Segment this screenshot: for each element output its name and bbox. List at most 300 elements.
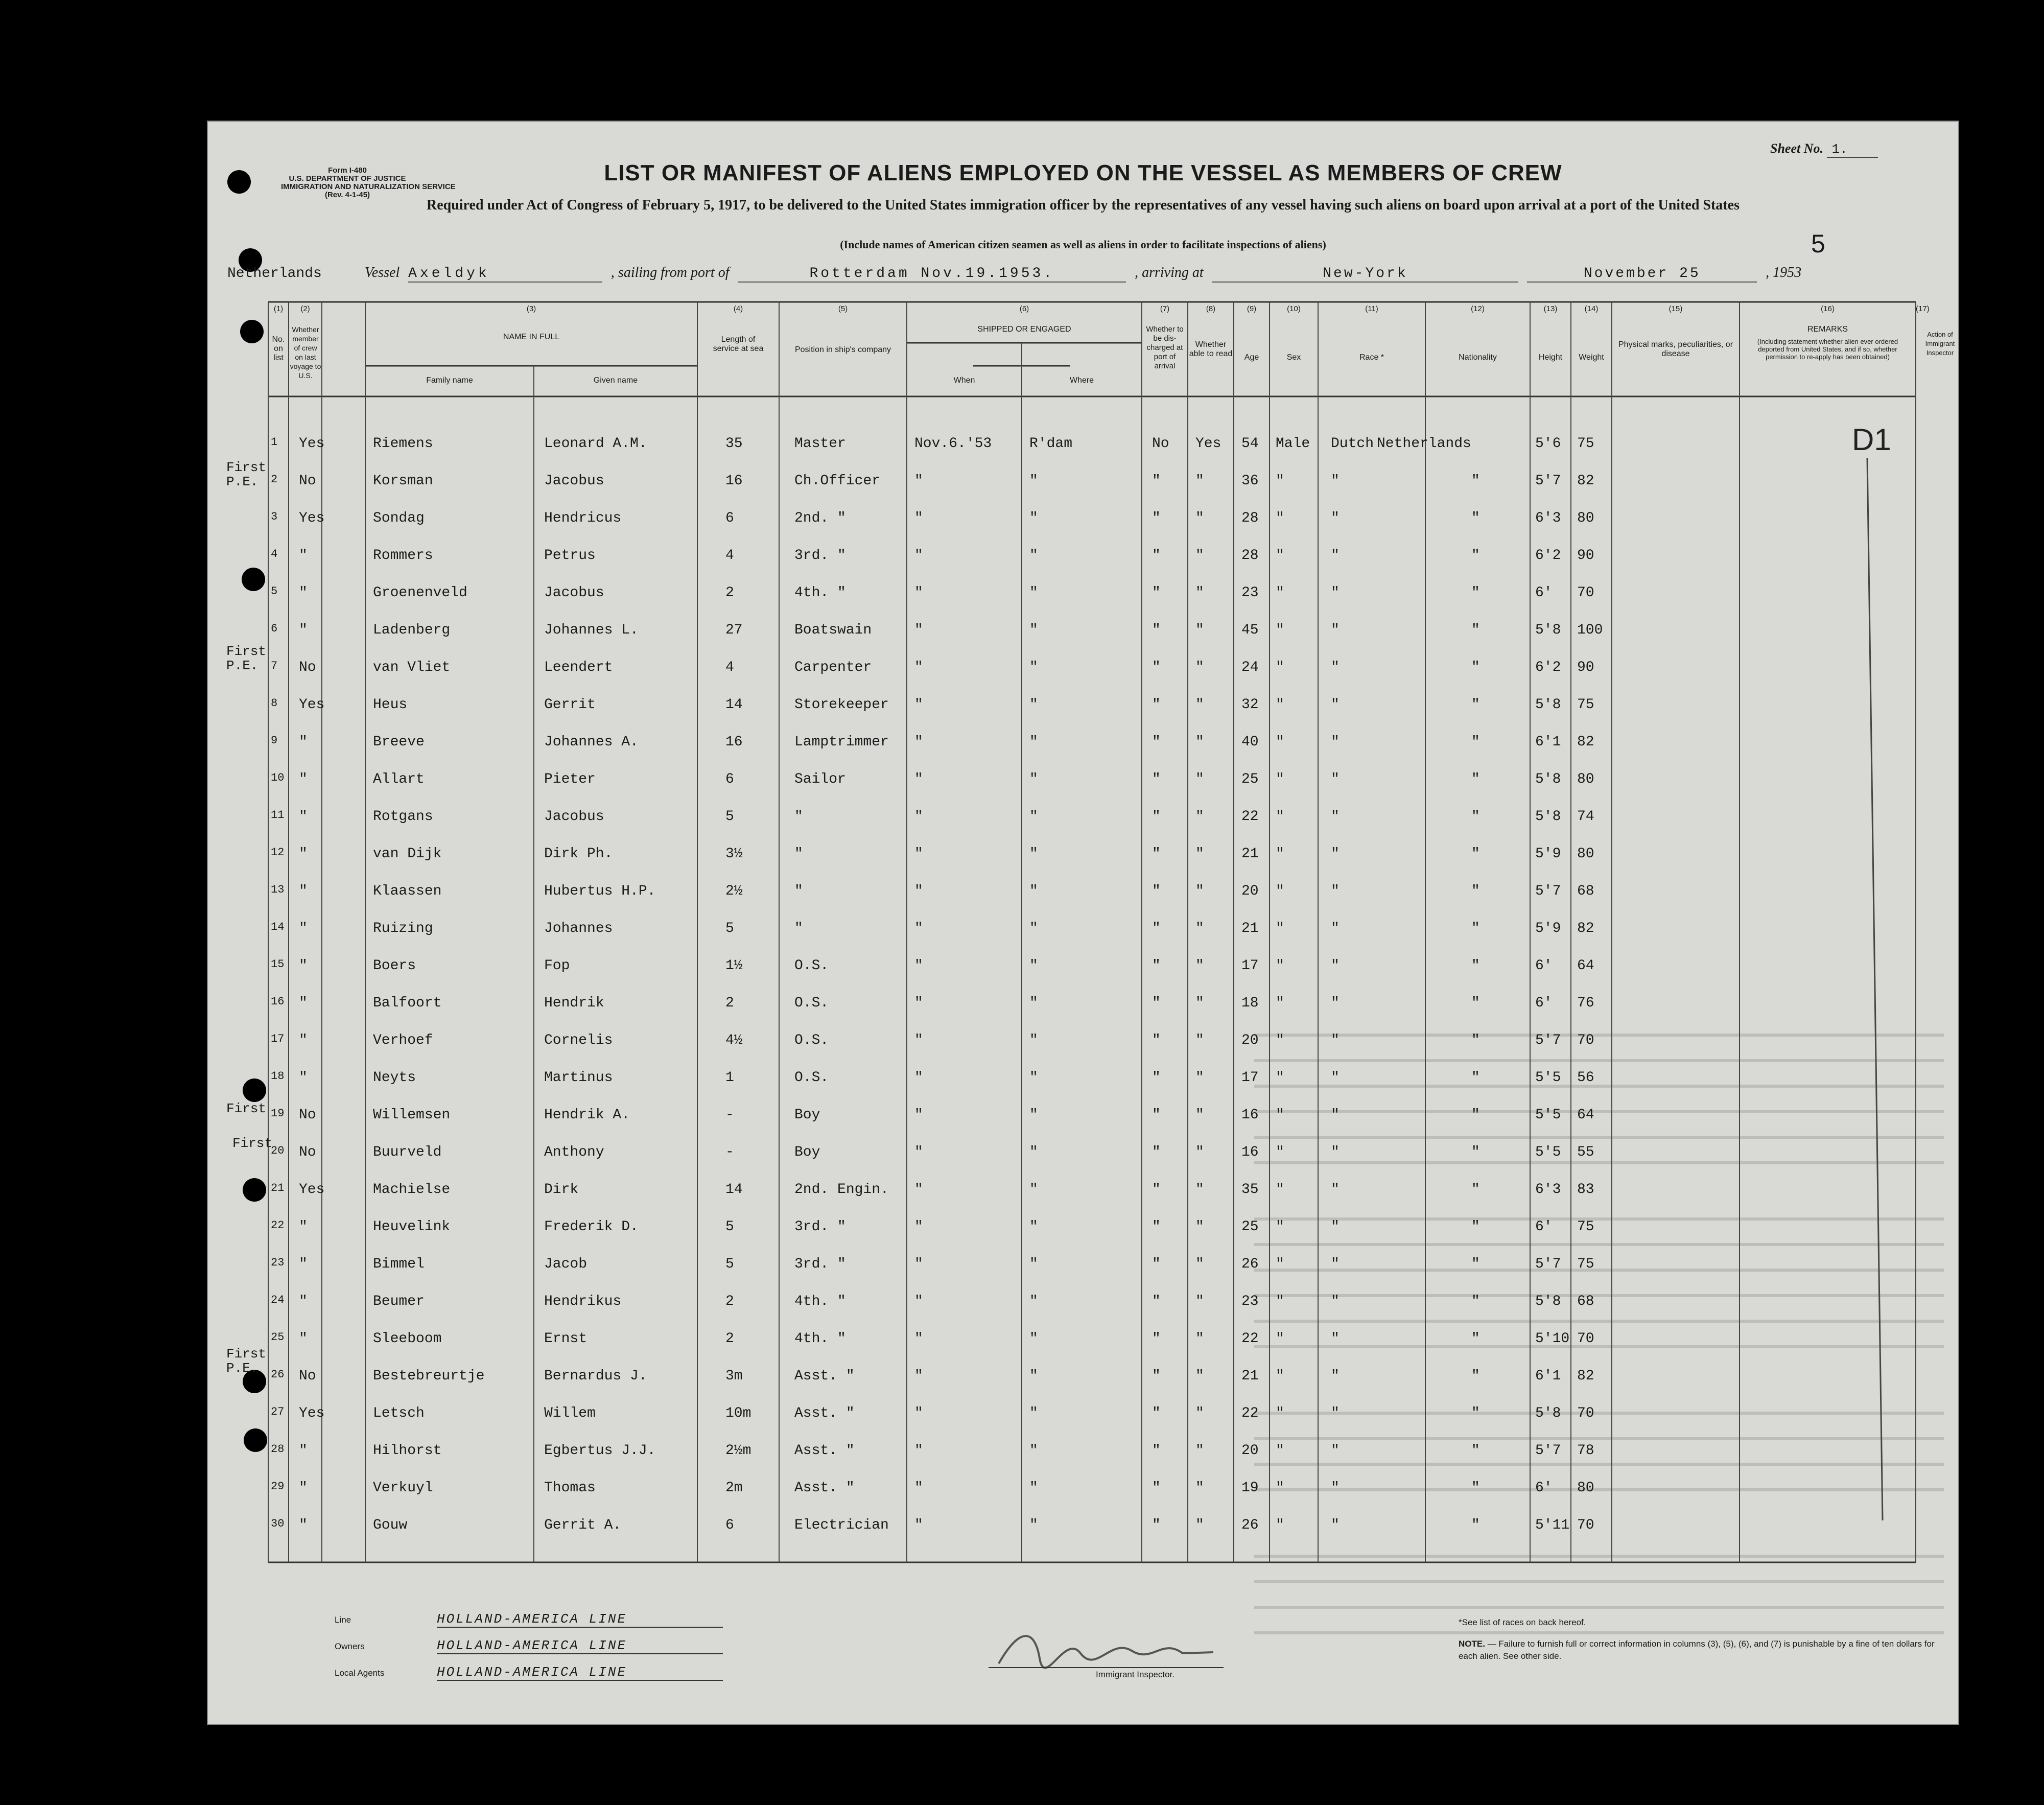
position-cell: Storekeeper (794, 697, 889, 713)
nationality-cell: " (1471, 809, 1480, 825)
discharged-cell: " (1152, 734, 1161, 750)
nationality-cell: " (1471, 1368, 1480, 1384)
read-cell: " (1195, 1368, 1204, 1384)
table-row (207, 835, 1959, 872)
age-cell: 32 (1241, 697, 1259, 713)
col-num-5: (5) (838, 304, 848, 313)
where-cell: " (1029, 995, 1038, 1011)
age-cell: 21 (1241, 846, 1259, 862)
table-row (207, 462, 1959, 499)
table-row (207, 872, 1959, 909)
height-cell: 5'8 (1535, 1294, 1561, 1309)
no-cell: 6 (271, 622, 278, 635)
table-row (207, 611, 1959, 648)
table-row (207, 1506, 1959, 1543)
weight-cell: 76 (1577, 995, 1594, 1011)
sex-cell: " (1276, 1107, 1284, 1123)
weight-cell: 55 (1577, 1144, 1594, 1160)
col-num-16: (16) (1821, 304, 1835, 313)
no-cell: 7 (271, 660, 278, 672)
where-cell: " (1029, 846, 1038, 862)
race-cell: " (1331, 622, 1340, 638)
sex-cell: Male (1276, 436, 1310, 452)
race-cell: " (1331, 958, 1340, 974)
read-cell: " (1195, 548, 1204, 564)
position-cell: Boatswain (794, 622, 872, 638)
service-cell: 2½ (725, 883, 743, 899)
race-cell: " (1331, 1107, 1340, 1123)
family-name-cell: Rotgans (373, 809, 433, 825)
service-cell: 1½ (725, 958, 743, 974)
nationality-cell: " (1471, 510, 1480, 526)
col-num-11: (11) (1365, 304, 1378, 313)
where-cell: " (1029, 1033, 1038, 1048)
col-shipped: SHIPPED OR ENGAGED (977, 325, 1071, 334)
table-row (207, 1357, 1959, 1394)
no-cell: 20 (271, 1144, 285, 1157)
nationality-cell: Netherlands (1377, 436, 1471, 452)
given-name-cell: Dirk Ph. (544, 846, 613, 862)
port-from: Rotterdam Nov.19.1953. (738, 266, 1126, 283)
service-cell: 5 (725, 1219, 734, 1235)
height-cell: 5'7 (1535, 1033, 1561, 1048)
form-service: IMMIGRATION AND NATURALIZATION SERVICE (281, 182, 456, 191)
table-row (207, 686, 1959, 723)
height-cell: 6'1 (1535, 1368, 1561, 1384)
nationality-cell: " (1471, 958, 1480, 974)
col-prev-voyage: Whether member of crew on last voyage to U.S. (290, 325, 321, 380)
read-cell: " (1195, 1331, 1204, 1347)
sex-cell: " (1276, 1517, 1284, 1533)
inspector-vertical-stroke (1862, 458, 1903, 1561)
discharged-cell: " (1152, 1294, 1161, 1309)
position-cell: 3rd. " (794, 548, 846, 564)
height-cell: 6' (1535, 585, 1553, 601)
where-cell: " (1029, 1070, 1038, 1086)
discharged-cell: " (1152, 1256, 1161, 1272)
position-cell: Boy (794, 1144, 820, 1160)
race-cell: " (1331, 1070, 1340, 1086)
discharged-cell: " (1152, 622, 1161, 638)
vessel-country: Netherlands (227, 266, 322, 282)
position-cell: Carpenter (794, 660, 872, 675)
subtitle-note: (Include names of American citizen seamen as well as aliens in order to facilitate inspections of aliens) (840, 238, 1326, 251)
col-physical: Physical marks, peculiarities, or disease (1618, 340, 1733, 358)
sex-cell: " (1276, 1405, 1284, 1421)
position-cell: O.S. (794, 1033, 829, 1048)
race-cell: " (1331, 660, 1340, 675)
table-row (207, 536, 1959, 574)
given-name-cell: Hendrikus (544, 1294, 622, 1309)
service-cell: 6 (725, 771, 734, 787)
col-family-name: Family name (426, 376, 473, 385)
prev-voyage-cell: No (299, 660, 316, 675)
race-cell: " (1331, 846, 1340, 862)
service-cell: 35 (725, 436, 743, 452)
race-cell: " (1331, 809, 1340, 825)
given-name-cell: Cornelis (544, 1033, 613, 1048)
col-given-name: Given name (593, 376, 638, 385)
prev-voyage-cell: Yes (299, 436, 325, 452)
prev-voyage-cell: " (299, 958, 308, 974)
no-cell: 24 (271, 1294, 285, 1306)
weight-cell: 75 (1577, 436, 1594, 452)
height-cell: 5'5 (1535, 1144, 1561, 1160)
col-num-13: (13) (1543, 304, 1558, 313)
corner-number: 5 (1811, 229, 1825, 258)
discharged-cell: " (1152, 995, 1161, 1011)
no-cell: 3 (271, 510, 278, 523)
no-cell: 13 (271, 883, 285, 896)
nationality-cell: " (1471, 548, 1480, 564)
where-cell: " (1029, 1405, 1038, 1421)
weight-cell: 82 (1577, 473, 1594, 489)
footer-owners (335, 1638, 723, 1654)
note-text: — Failure to furnish full or correct information in columns (3), (5), (6), and (7) is punishable by a fine of ten dollars for each alien. See other side. (1459, 1639, 1935, 1661)
prev-voyage-cell: " (299, 1256, 308, 1272)
weight-cell: 75 (1577, 1256, 1594, 1272)
nationality-cell: " (1471, 1331, 1480, 1347)
read-cell: " (1195, 809, 1204, 825)
height-cell: 6' (1535, 1480, 1553, 1496)
owners-label: Owners (335, 1642, 365, 1651)
nationality-cell: " (1471, 697, 1480, 713)
service-cell: 16 (725, 473, 743, 489)
when-cell: " (914, 809, 923, 825)
service-cell: 1 (725, 1070, 734, 1086)
weight-cell: 75 (1577, 697, 1594, 713)
line-label: Line (335, 1615, 351, 1625)
service-cell: - (725, 1107, 734, 1123)
service-cell: 2 (725, 1331, 734, 1347)
weight-cell: 100 (1577, 622, 1603, 638)
nationality-cell: " (1471, 734, 1480, 750)
where-cell: " (1029, 1368, 1038, 1384)
height-cell: 5'8 (1535, 622, 1561, 638)
sex-cell: " (1276, 660, 1284, 675)
given-name-cell: Gerrit A. (544, 1517, 622, 1533)
col-num-6: (6) (1019, 304, 1029, 313)
family-name-cell: van Dijk (373, 846, 442, 862)
age-cell: 36 (1241, 473, 1259, 489)
col-position: Position in ship's company (794, 345, 891, 354)
margin-note: First P.E. (226, 1346, 267, 1376)
table-row (207, 1096, 1959, 1133)
race-cell: " (1331, 1517, 1340, 1533)
family-name-cell: Klaassen (373, 883, 442, 899)
when-cell: " (914, 697, 923, 713)
inspector-label: Immigrant Inspector. (1096, 1670, 1175, 1679)
service-cell: 14 (725, 697, 743, 713)
when-cell: " (914, 921, 923, 936)
sex-cell: " (1276, 697, 1284, 713)
sex-cell: " (1276, 734, 1284, 750)
race-cell: " (1331, 1033, 1340, 1048)
prev-voyage-cell: Yes (299, 697, 325, 713)
service-cell: 4½ (725, 1033, 743, 1048)
when-cell: " (914, 958, 923, 974)
age-cell: 28 (1241, 510, 1259, 526)
family-name-cell: Boers (373, 958, 416, 974)
position-cell: O.S. (794, 958, 829, 974)
family-name-cell: Gouw (373, 1517, 408, 1533)
family-name-cell: Korsman (373, 473, 433, 489)
col-num-7: (7) (1160, 304, 1170, 313)
sex-cell: " (1276, 1368, 1284, 1384)
race-cell: " (1331, 771, 1340, 787)
read-cell: " (1195, 473, 1204, 489)
manifest-sheet (207, 121, 1959, 1725)
weight-cell: 80 (1577, 846, 1594, 862)
form-number: Form I-480 (328, 166, 367, 175)
table-row (207, 723, 1959, 760)
height-cell: 5'6 (1535, 436, 1561, 452)
prev-voyage-cell: No (299, 1144, 316, 1160)
no-cell: 4 (271, 548, 278, 560)
discharged-cell: " (1152, 1517, 1161, 1533)
table-row (207, 499, 1959, 536)
given-name-cell: Hendrik A. (544, 1107, 630, 1123)
no-cell: 18 (271, 1070, 285, 1083)
col-read: Whether able to read (1189, 340, 1233, 358)
age-cell: 20 (1241, 1443, 1259, 1459)
sex-cell: " (1276, 846, 1284, 862)
nationality-cell: " (1471, 1107, 1480, 1123)
races-note: *See list of races on back hereof. (1459, 1618, 1586, 1627)
height-cell: 5'5 (1535, 1070, 1561, 1086)
where-cell: " (1029, 585, 1038, 601)
no-cell: 10 (271, 771, 285, 784)
given-name-cell: Johannes A. (544, 734, 639, 750)
sheet-value: 1. (1827, 142, 1878, 158)
where-cell: " (1029, 771, 1038, 787)
race-cell: " (1331, 1144, 1340, 1160)
page-title: LIST OR MANIFEST OF ALIENS EMPLOYED ON THE VESSEL AS MEMBERS OF CREW (604, 160, 1562, 185)
when-cell: " (914, 1331, 923, 1347)
read-cell: " (1195, 1517, 1204, 1533)
family-name-cell: Riemens (373, 436, 433, 452)
weight-cell: 90 (1577, 660, 1594, 675)
where-cell: " (1029, 734, 1038, 750)
no-cell: 16 (271, 995, 285, 1008)
when-cell: " (914, 1405, 923, 1421)
age-cell: 16 (1241, 1144, 1259, 1160)
no-cell: 23 (271, 1256, 285, 1269)
discharged-cell: " (1152, 697, 1161, 713)
family-name-cell: van Vliet (373, 660, 451, 675)
nationality-cell: " (1471, 921, 1480, 936)
when-cell: " (914, 995, 923, 1011)
nationality-cell: " (1471, 1480, 1480, 1496)
when-cell: " (914, 883, 923, 899)
read-cell: " (1195, 510, 1204, 526)
read-cell: " (1195, 846, 1204, 862)
prev-voyage-cell: " (299, 1331, 308, 1347)
race-cell: " (1331, 1182, 1340, 1198)
when-cell: " (914, 660, 923, 675)
no-cell: 14 (271, 921, 285, 933)
family-name-cell: Willemsen (373, 1107, 451, 1123)
no-cell: 21 (271, 1182, 285, 1194)
sex-cell: " (1276, 771, 1284, 787)
agents-label: Local Agents (335, 1668, 385, 1678)
age-cell: 21 (1241, 1368, 1259, 1384)
when-cell: " (914, 473, 923, 489)
where-cell: " (1029, 1107, 1038, 1123)
position-cell: " (794, 883, 803, 899)
age-cell: 23 (1241, 1294, 1259, 1309)
position-cell: Asst. " (794, 1480, 855, 1496)
family-name-cell: Verhoef (373, 1033, 433, 1048)
race-cell: " (1331, 1256, 1340, 1272)
height-cell: 5'8 (1535, 771, 1561, 787)
position-cell: Ch.Officer (794, 473, 881, 489)
no-cell: 5 (271, 585, 278, 598)
height-cell: 5'7 (1535, 473, 1561, 489)
discharged-cell: " (1152, 846, 1161, 862)
given-name-cell: Petrus (544, 548, 596, 564)
race-cell: " (1331, 1443, 1340, 1459)
nationality-cell: " (1471, 660, 1480, 675)
position-cell: O.S. (794, 995, 829, 1011)
weight-cell: 70 (1577, 1331, 1594, 1347)
age-cell: 21 (1241, 921, 1259, 936)
when-cell: " (914, 1256, 923, 1272)
prev-voyage-cell: " (299, 622, 308, 638)
position-cell: Asst. " (794, 1405, 855, 1421)
height-cell: 6'1 (1535, 734, 1561, 750)
no-cell: 2 (271, 473, 278, 486)
family-name-cell: Ladenberg (373, 622, 451, 638)
race-cell: " (1331, 1219, 1340, 1235)
race-cell: " (1331, 1368, 1340, 1384)
read-cell: Yes (1195, 436, 1221, 452)
race-cell: Dutch (1331, 436, 1374, 452)
col-num-15: (15) (1669, 304, 1683, 313)
given-name-cell: Hendricus (544, 510, 622, 526)
age-cell: 40 (1241, 734, 1259, 750)
family-name-cell: Hilhorst (373, 1443, 442, 1459)
sex-cell: " (1276, 1144, 1284, 1160)
col-sex: Sex (1286, 353, 1301, 362)
sex-cell: " (1276, 1033, 1284, 1048)
col-num-3: (3) (526, 304, 536, 313)
when-cell: " (914, 585, 923, 601)
given-name-cell: Pieter (544, 771, 596, 787)
margin-note: First (226, 1101, 267, 1116)
age-cell: 17 (1241, 1070, 1259, 1086)
sex-cell: " (1276, 1331, 1284, 1347)
when-cell: " (914, 1368, 923, 1384)
read-cell: " (1195, 585, 1204, 601)
race-cell: " (1331, 697, 1340, 713)
no-cell: 27 (271, 1405, 285, 1418)
age-cell: 25 (1241, 1219, 1259, 1235)
prev-voyage-cell: " (299, 771, 308, 787)
footer-agents (335, 1665, 723, 1681)
family-name-cell: Rommers (373, 548, 433, 564)
table-row (207, 909, 1959, 947)
age-cell: 54 (1241, 436, 1259, 452)
service-cell: 14 (725, 1182, 743, 1198)
age-cell: 19 (1241, 1480, 1259, 1496)
sex-cell: " (1276, 1294, 1284, 1309)
when-cell: " (914, 734, 923, 750)
given-name-cell: Fop (544, 958, 570, 974)
height-cell: 6' (1535, 1219, 1553, 1235)
race-cell: " (1331, 473, 1340, 489)
discharged-cell: " (1152, 1480, 1161, 1496)
arrival-year: , 1953 (1766, 265, 1802, 280)
read-cell: " (1195, 1182, 1204, 1198)
when-cell: " (914, 1294, 923, 1309)
weight-cell: 83 (1577, 1182, 1594, 1198)
inspector-annotation: D1 (1852, 423, 1891, 457)
where-cell: R'dam (1029, 436, 1073, 452)
where-cell: " (1029, 1443, 1038, 1459)
no-cell: 19 (271, 1107, 285, 1120)
height-cell: 5'7 (1535, 883, 1561, 899)
table-row (207, 1208, 1959, 1245)
nationality-cell: " (1471, 1070, 1480, 1086)
position-cell: Asst. " (794, 1443, 855, 1459)
form-dept: U.S. DEPARTMENT OF JUSTICE (289, 174, 406, 183)
height-cell: 5'7 (1535, 1256, 1561, 1272)
service-cell: 6 (725, 510, 734, 526)
no-cell: 28 (271, 1443, 285, 1456)
read-cell: " (1195, 1294, 1204, 1309)
weight-cell: 80 (1577, 1480, 1594, 1496)
position-cell: " (794, 921, 803, 936)
nationality-cell: " (1471, 1033, 1480, 1048)
family-name-cell: Machielse (373, 1182, 451, 1198)
height-cell: 5'8 (1535, 697, 1561, 713)
position-cell: 2nd. Engin. (794, 1182, 889, 1198)
height-cell: 6'3 (1535, 1182, 1561, 1198)
service-cell: 2 (725, 995, 734, 1011)
nationality-cell: " (1471, 1182, 1480, 1198)
height-cell: 5'9 (1535, 846, 1561, 862)
vessel-name: Axeldyk (408, 266, 602, 283)
family-name-cell: Groenenveld (373, 585, 467, 601)
position-cell: 4th. " (794, 585, 846, 601)
height-cell: 6' (1535, 995, 1553, 1011)
margin-note: First (232, 1136, 273, 1151)
no-cell: 17 (271, 1033, 285, 1045)
height-cell: 5'11 (1535, 1517, 1570, 1533)
agents-value: HOLLAND-AMERICA LINE (437, 1665, 723, 1681)
height-cell: 6'2 (1535, 548, 1561, 564)
note-label: NOTE. (1459, 1639, 1485, 1649)
given-name-cell: Martinus (544, 1070, 613, 1086)
position-cell: Electrician (794, 1517, 889, 1533)
height-cell: 5'9 (1535, 921, 1561, 936)
prev-voyage-cell: " (299, 734, 308, 750)
read-cell: " (1195, 958, 1204, 974)
where-cell: " (1029, 921, 1038, 936)
where-cell: " (1029, 1331, 1038, 1347)
no-cell: 11 (271, 809, 285, 822)
family-name-cell: Sondag (373, 510, 425, 526)
discharged-cell: No (1152, 436, 1169, 452)
col-num-17: (17) (1916, 304, 1930, 313)
weight-cell: 70 (1577, 585, 1594, 601)
sex-cell: " (1276, 995, 1284, 1011)
discharged-cell: " (1152, 510, 1161, 526)
no-cell: 12 (271, 846, 285, 859)
arrival-date: November 25 (1527, 266, 1757, 283)
weight-cell: 80 (1577, 510, 1594, 526)
